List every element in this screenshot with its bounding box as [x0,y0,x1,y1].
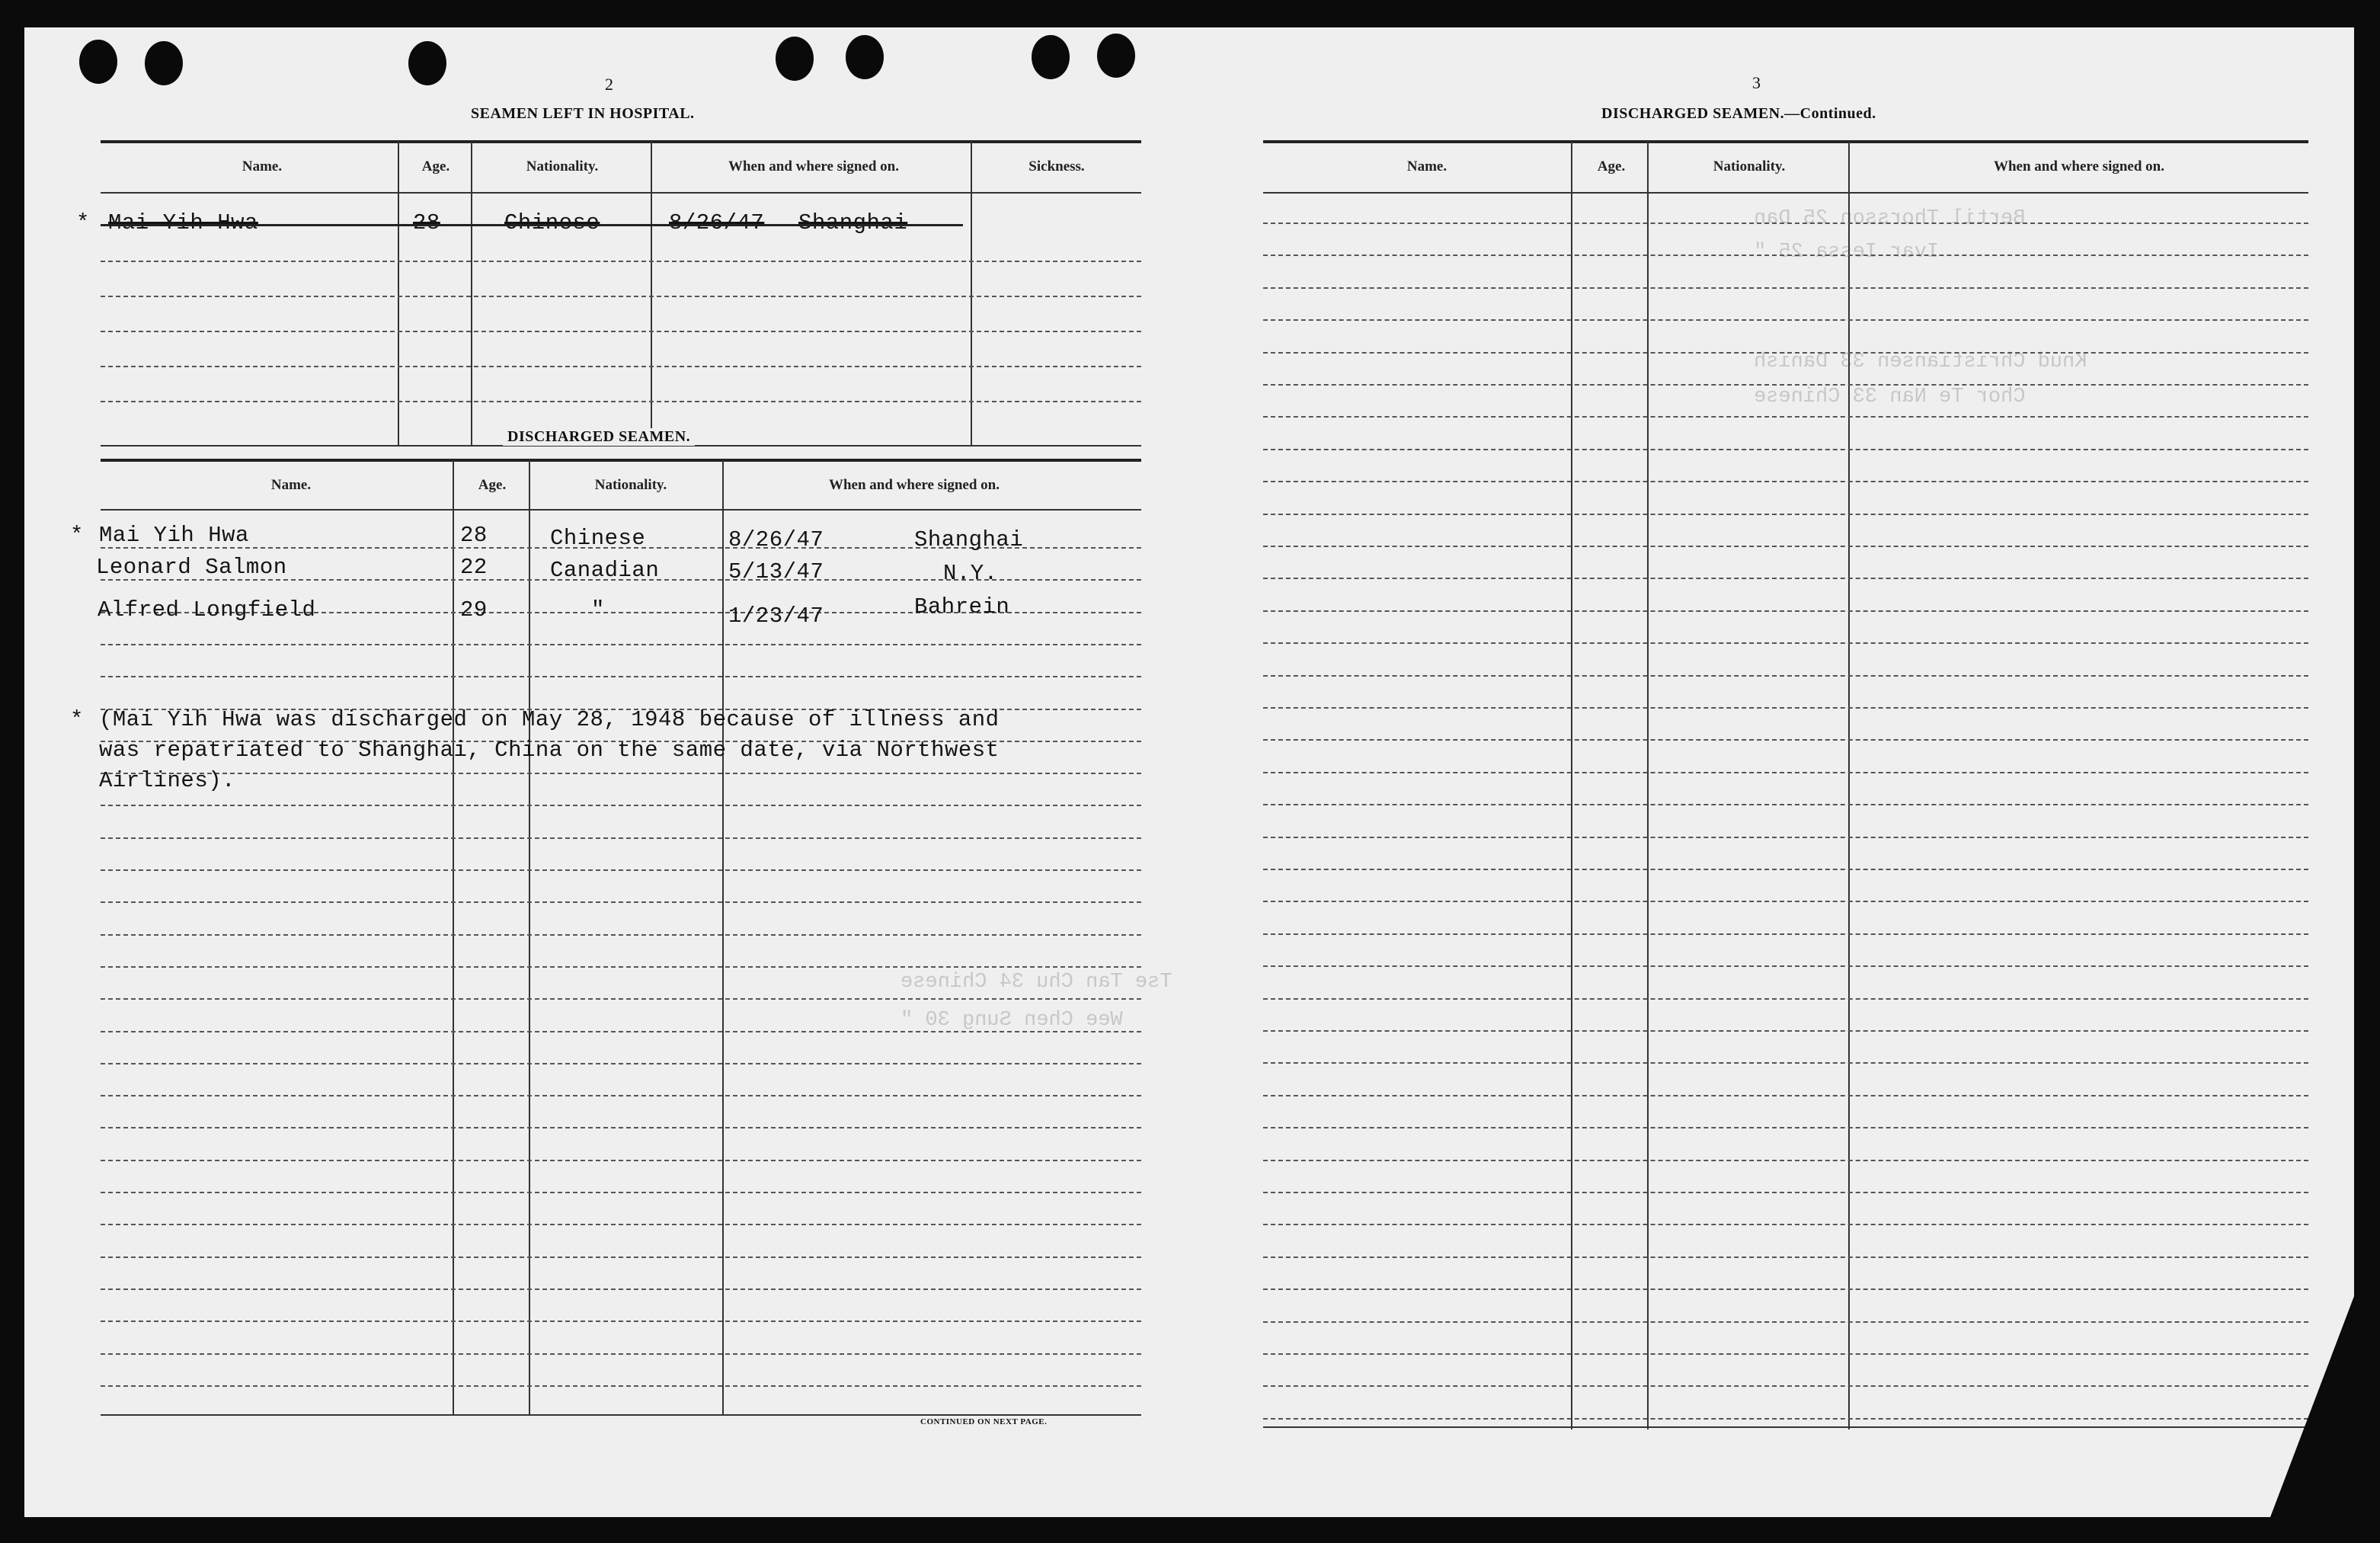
column-divider [529,460,530,1416]
punch-hole [408,41,446,85]
column-divider [722,460,724,1416]
ruled-line [1263,222,2308,224]
note-line: Airlines). [99,768,236,793]
ruled-line [101,998,1141,1000]
bleed-through-text: Chor Te Nan 33 Chinese [1754,386,2026,408]
ruled-line [1263,352,2308,354]
ruled-line [1263,1321,2308,1323]
column-header-signed-on: When and where signed on. [728,158,899,174]
column-header-age: Age. [421,158,450,174]
ruled-line [1263,1289,2308,1290]
ruled-line [101,773,1141,774]
column-header-name: Name. [1406,158,1448,174]
table-rule [1263,140,2308,143]
note-line: was repatriated to Shanghai, China on the same date, via Northwest [99,738,1000,763]
column-header-age: Age. [478,477,507,493]
punch-hole [776,37,814,81]
column-divider [1848,142,1850,1429]
ruled-line [1263,642,2308,644]
seaman-name: Alfred Longfield [98,597,316,623]
ruled-line [101,366,1141,367]
column-divider [1571,142,1572,1429]
note-line: (Mai Yih Hwa was discharged on May 28, 1948 because of illness and [99,707,1000,732]
seaman-age: 29 [460,597,488,623]
ruled-line [1263,287,2308,289]
ruled-line [1263,772,2308,773]
ruled-line [101,1385,1141,1387]
ruled-line [101,331,1141,332]
column-header-name: Name. [270,477,312,493]
ruled-line [1263,933,2308,935]
ruled-line [1263,1062,2308,1064]
ruled-line [1263,1095,2308,1096]
ruled-line [1263,1192,2308,1193]
ruled-line [101,1031,1141,1032]
row-marker: * [70,523,84,548]
ruled-line [1263,965,2308,967]
ruled-line [1263,869,2308,870]
ruled-line [1263,578,2308,579]
table-rule [1263,192,2308,194]
table-rule [101,140,1141,143]
hospital-place: Shanghai [798,210,908,235]
ruled-line [101,901,1141,903]
seaman-name: Leonard Salmon [96,555,287,580]
seaman-place: N.Y. [943,561,998,586]
punch-hole [145,41,183,85]
bleed-through-text: Knud Christiansen 33 Danish [1754,351,2087,373]
ruled-line [101,869,1141,871]
document-scan [24,27,2354,1517]
ruled-line [101,1289,1141,1290]
hospital-date: 8/26/47 [669,210,765,235]
ruled-line [1263,675,2308,677]
hospital-name: Mai Yih Hwa [108,210,258,235]
column-header-nationality: Nationality. [594,477,667,493]
ruled-line [1263,319,2308,321]
ruled-line [1263,1385,2308,1387]
ruled-line [101,676,1141,677]
seaman-place: Bahrein [914,594,1010,619]
ruled-line [101,1160,1141,1161]
bleed-through-text: Tse Tan Chu 34 Chinese [900,971,1172,994]
table-rule [1263,1426,2308,1428]
ruled-line [101,966,1141,968]
seaman-name: Mai Yih Hwa [99,523,249,548]
column-divider [453,460,454,1416]
ruled-line [1263,1030,2308,1032]
page-number: 3 [1752,73,1761,92]
ruled-line [1263,610,2308,612]
ruled-line [1263,546,2308,547]
punch-hole [846,35,884,79]
column-header-age: Age. [1597,158,1626,174]
ruled-line [101,1192,1141,1193]
ruled-line [1263,707,2308,709]
column-header-nationality: Nationality. [1713,158,1786,174]
discharged-continued-title: DISCHARGED SEAMEN.—Continued. [1601,105,1876,122]
ruled-line [1263,416,2308,418]
ruled-line [1263,837,2308,838]
seaman-date: 5/13/47 [728,559,824,584]
ruled-line [1263,804,2308,805]
strike-through-line [101,224,963,226]
ruled-line [1263,514,2308,515]
seaman-age: 22 [460,555,488,580]
note-marker: * [70,707,84,732]
discharged-section-title: DISCHARGED SEAMEN. [503,428,695,446]
ruled-line [101,1063,1141,1064]
ruled-line [101,261,1141,262]
column-header-signed-on: When and where signed on. [1993,158,2164,174]
punch-hole [79,40,117,84]
continued-note: CONTINUED ON NEXT PAGE. [920,1417,1048,1426]
ruled-line [1263,1418,2308,1420]
ruled-line [1263,901,2308,902]
bleed-through-text: Wee Chen Sung 30 " [900,1009,1123,1032]
column-divider [1647,142,1649,1429]
ruled-line [101,1353,1141,1355]
hospital-section-title: SEAMEN LEFT IN HOSPITAL. [471,105,695,122]
ruled-line [101,1095,1141,1096]
ruled-line [1263,1256,2308,1258]
table-rule [101,1414,1141,1416]
punch-hole [1032,35,1070,79]
table-rule [101,192,1141,194]
ruled-line [101,1256,1141,1258]
ruled-line [1263,1127,2308,1128]
ruled-line [101,934,1141,936]
column-header-signed-on: When and where signed on. [828,477,1000,493]
ruled-line [1263,1160,2308,1161]
column-header-nationality: Nationality. [526,158,599,174]
ruled-line [101,401,1141,402]
ruled-line [1263,481,2308,482]
punch-hole [1097,34,1135,78]
bleed-through-text: Bertil Thorsson 25 Dan [1754,207,2026,230]
hospital-age: 28 [413,210,440,235]
ruled-line [101,296,1141,297]
seaman-nationality: Canadian [550,558,660,583]
ruled-line [101,805,1141,806]
ruled-line [101,837,1141,839]
ruled-line [101,1127,1141,1128]
ruled-line [1263,384,2308,386]
seaman-nationality: Chinese [550,526,646,551]
ruled-line [101,644,1141,645]
hospital-nationality: Chinese [504,210,600,235]
column-header-sickness: Sickness. [1028,158,1085,174]
table-rule [101,509,1141,511]
seaman-place: Shanghai [914,527,1024,552]
ruled-line [101,1321,1141,1322]
row-marker: * [76,210,90,235]
page-number: 2 [605,75,613,94]
ruled-line [1263,254,2308,256]
bleed-through-text: Ivar Iessa 25 " [1754,241,1940,264]
seaman-date: 1/23/47 [728,603,824,629]
ruled-line [101,1224,1141,1225]
table-rule [101,459,1141,462]
ruled-line [1263,1353,2308,1355]
seaman-age: 28 [460,523,488,548]
seaman-nationality: " [591,597,605,623]
ruled-line [1263,449,2308,450]
seaman-date: 8/26/47 [728,527,824,552]
ruled-line [1263,1224,2308,1225]
column-header-name: Name. [242,158,283,174]
ruled-line [1263,739,2308,741]
folded-corner [2270,1296,2354,1517]
ruled-line [1263,998,2308,1000]
